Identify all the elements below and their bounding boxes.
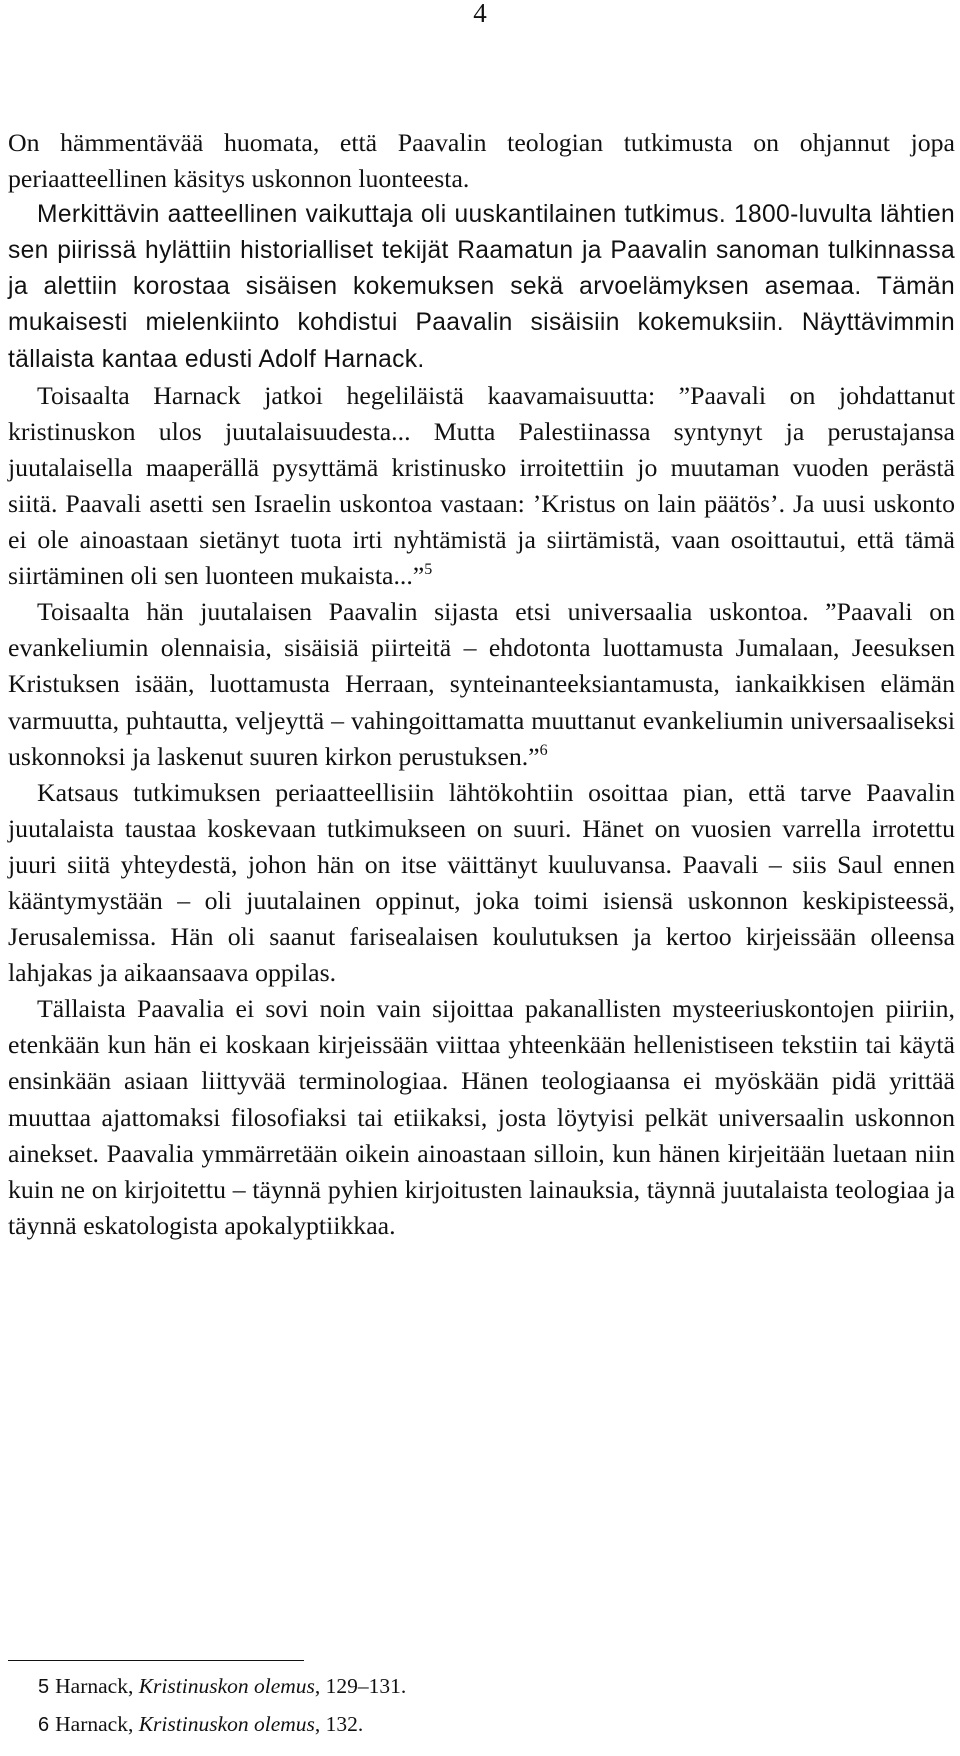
page-number: 4 — [473, 0, 487, 28]
paragraph-conclusion — [8, 991, 955, 1244]
footnote-number: 6 — [38, 1714, 50, 1736]
footnote-ref-6[interactable]: 6 — [539, 741, 548, 759]
footnote-ref-5[interactable]: 5 — [424, 561, 433, 579]
footnote-divider — [8, 1660, 304, 1661]
footnote-pages: , 129–131. — [314, 1674, 407, 1698]
paragraph-neokantian — [8, 197, 955, 377]
paragraph-intro — [8, 125, 955, 197]
footnote-author: Harnack, — [55, 1712, 139, 1736]
footnote-6 — [38, 1706, 406, 1744]
paragraph-universal-religion — [8, 594, 955, 774]
paragraph-intro-text: On hämmentävää huomata, että Paavalin teologian tutkimusta on ohjannut jopa periaatteellinen käsitys uskonnon luonteesta. — [8, 128, 955, 194]
footnote-author: Harnack, — [55, 1674, 139, 1698]
paragraph-neokantian-text: Merkittävin aatteellinen vaikuttaja oli uuskantilainen tutkimus. 1800-luvulta lähtien sen piirissä hylättiin historialliset tekijät Raamatun ja Paavalin sanoman tulkinnassa ja alettiin korostaa sisäisen kokemuksen sekä arvoelämyksen asemaa. Tämän mukaisesti mielenkiinto kohdistui Paavalin sisäisiin kokemuksiin. Näyttävimmin tällaista kantaa edusti Adolf Harnack. — [8, 201, 955, 373]
footnote-title: Kristinuskon olemus — [138, 1712, 315, 1736]
footnote-5 — [38, 1668, 406, 1706]
paragraph-research-review — [8, 775, 955, 992]
paragraph-research-review-text: Katsaus tutkimuksen periaatteellisiin lähtökohtiin osoittaa pian, että tarve Paavalin juutalaista taustaa koskevaan tutkimukseen on suuri. Hänet on vuosien varrella irrotettu juuri siitä yhteydestä, johon hän on itse väittänyt kuuluvansa. Paavali – siis Saul ennen kääntymystään – oli juutalainen oppinut, joka toimi isiensä uskonnon keskipisteessä, Jerusalemissa. Hän oli saanut farisealaisen koulutuksen ja kertoo kirjeissään olleensa lahjakas ja aikaansaava oppilas. — [8, 777, 955, 988]
paragraph-harnack-hegelian-text: Toisaalta Harnack jatkoi hegeliläistä kaavamaisuutta: ”Paavali on johdattanut kristinuskon ulos juutalaisuudesta... Mutta Palestiinassa syntynyt ja perustajansa juutalaisella maaperällä pysyttämä kristinusko irroitettiin jo muutaman vuoden perästä siitä. Paavali asetti sen Israelin uskontoa vastaan: ’Kristus on lain päätös’. Ja uusi uskonto ei ole ainoastaan sietänyt tuota irti nyhtämistä ja siirtämistä, vaan osoittautui, että tämä siirtäminen oli sen luonteen mukaista...” — [8, 380, 955, 591]
footnote-pages: , 132. — [314, 1712, 364, 1736]
paragraph-harnack-hegelian — [8, 378, 955, 595]
paragraph-conclusion-text: Tällaista Paavalia ei sovi noin vain sijoittaa pakanallisten mysteeriuskontojen piiriin, etenkään kun hän ei koskaan kirjeissään viittaa yhteenkään hellenistiseen tekstiin tai käytä ensinkään asiaan liittyvää terminologiaa. Hänen teologiaansa ei myöskään pidä yrittää muuttaa ajattomaksi filosofiaksi tai etiikaksi, josta löytyisi pelkät universaalin uskonnon ainekset. Paavalia ymmärretään oikein ainoastaan silloin, kun hänen kirjeitään luetaan niin kuin ne on kirjoitettu – täynnä pyhien kirjoitusten lainauksia, täynnä juutalaista teologiaa ja täynnä eskatologista apokalyptiikkaa. — [8, 994, 955, 1240]
body-text — [8, 125, 955, 1244]
footnotes — [38, 1668, 406, 1744]
paragraph-universal-religion-text: Toisaalta hän juutalaisen Paavalin sijasta etsi universaalia uskontoa. ”Paavali on evankeliumin olennaisia, sisäisiä piirteitä – ehdotonta luottamusta Jumalaan, Jeesuksen Kristuksen isään, luottamusta Herraan, synteinanteeksiantamusta, iankaikkisen elämän varmuutta, puhtautta, veljeyttä – vahingoittamatta muuttanut evankeliumin universaaliseksi uskonnoksi ja laskenut suuren kirkon perustuksen.” — [8, 597, 955, 771]
footnote-number: 5 — [38, 1676, 50, 1698]
footnote-title: Kristinuskon olemus — [138, 1674, 315, 1698]
